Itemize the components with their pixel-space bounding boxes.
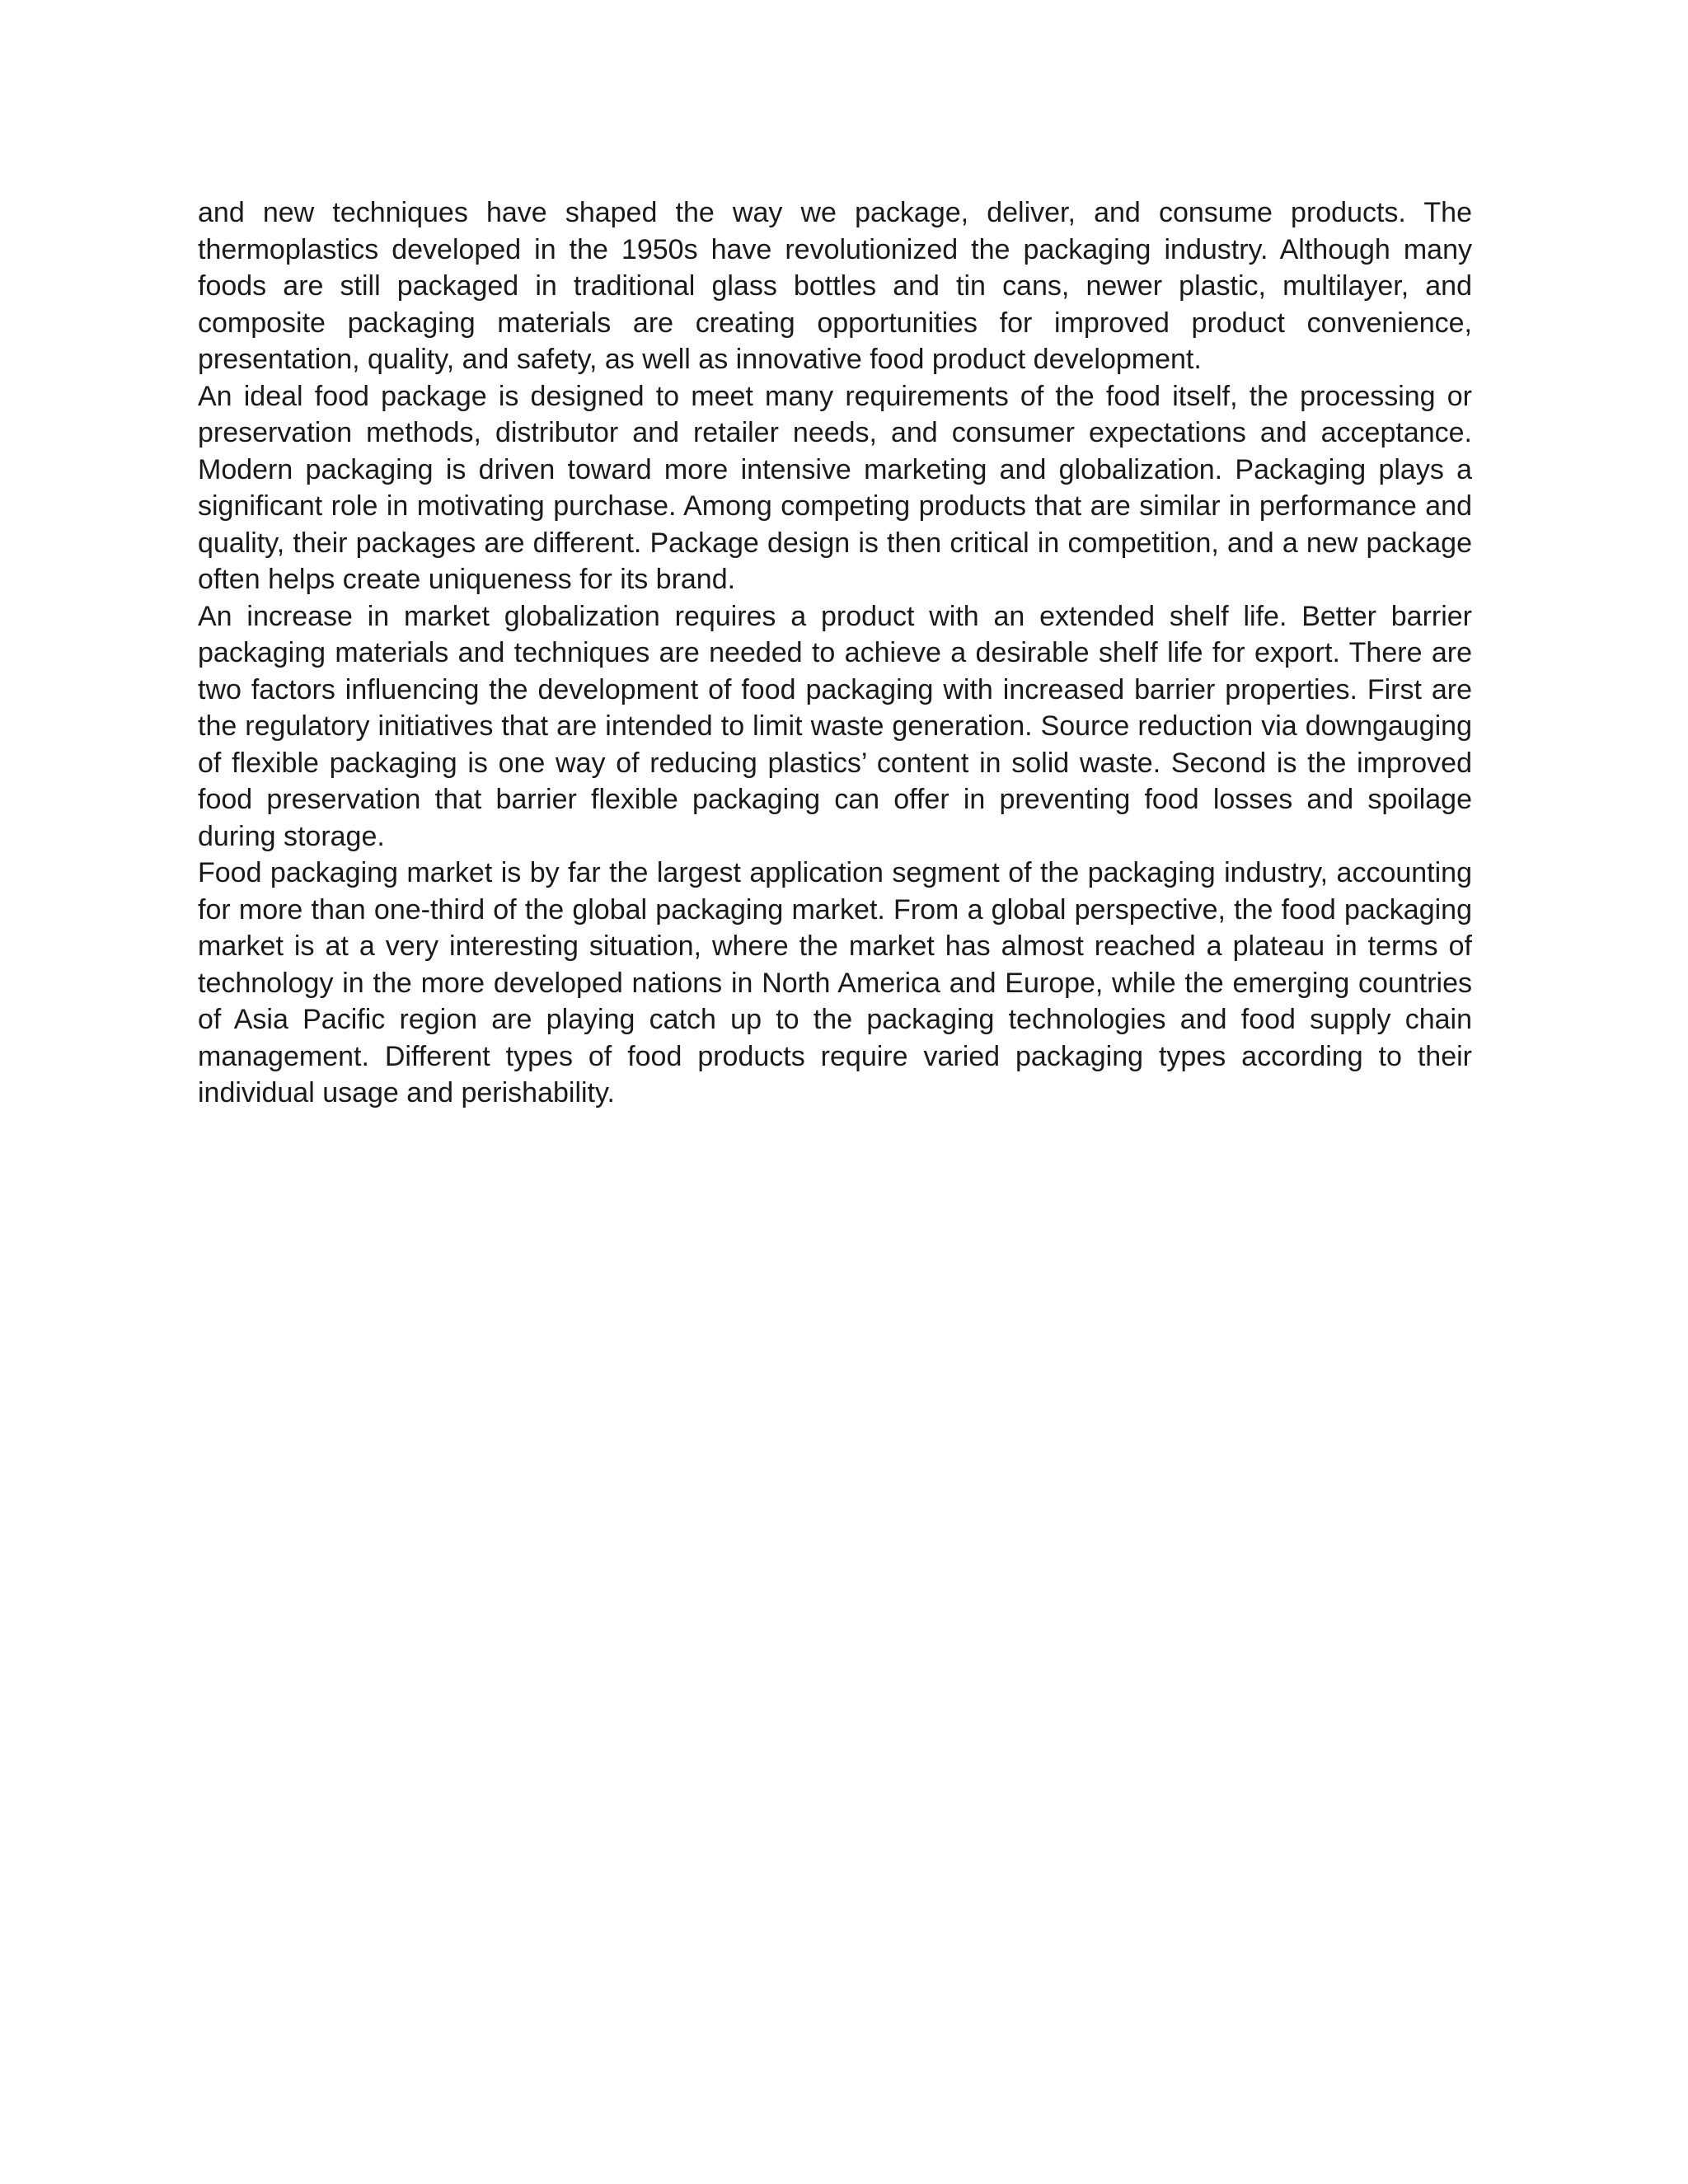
paragraph-4: Food packaging market is by far the largest application segment of the packaging industry, accounting for more than one-third of the global packaging market. From a global perspective, the food packaging market is at a very interesting situation, where the market has almost reached a plateau in terms of technology in the more developed nations in North America and Europe, while the emerging countries of Asia Pacific region are playing catch up to the packaging technologies and food supply chain management. Different types of food products require varied packaging types according to their individual usage and perishability. xyxy=(198,857,1472,1108)
paragraph-2: An ideal food package is designed to meet many requirements of the food itself, the processing or preservation methods, distributor and retailer needs, and consumer expectations and acceptance. Modern packaging is driven toward more intensive marketing and globalization. Packaging plays a significant role in motivating purchase. Among competing products that are similar in performance and quality, their packages are different. Package design is then critical in competition, and a new package often helps create uniqueness for its brand. xyxy=(198,380,1472,595)
body-text xyxy=(198,194,1472,1112)
paragraph-1: and new techniques have shaped the way we package, deliver, and consume products. The thermoplastics developed in the 1950s have revolutionized the packaging industry. Although many foods are still packaged in traditional glass bottles and tin cans, newer plastic, multilayer, and composite packaging materials are creating opportunities for improved product convenience, presentation, quality, and safety, as well as innovative food product development. xyxy=(198,197,1472,375)
paragraph-3: An increase in market globalization requires a product with an extended shelf life. Better barrier packaging materials and techniques are needed to achieve a desirable shelf life for export. There are two factors influencing the development of food packaging with increased barrier properties. First are the regulatory initiatives that are intended to limit waste generation. Source reduction via downgauging of flexible packaging is one way of reducing plastics’ content in solid waste. Second is the improved food preservation that barrier flexible packaging can offer in preventing food losses and spoilage during storage. xyxy=(198,600,1472,852)
